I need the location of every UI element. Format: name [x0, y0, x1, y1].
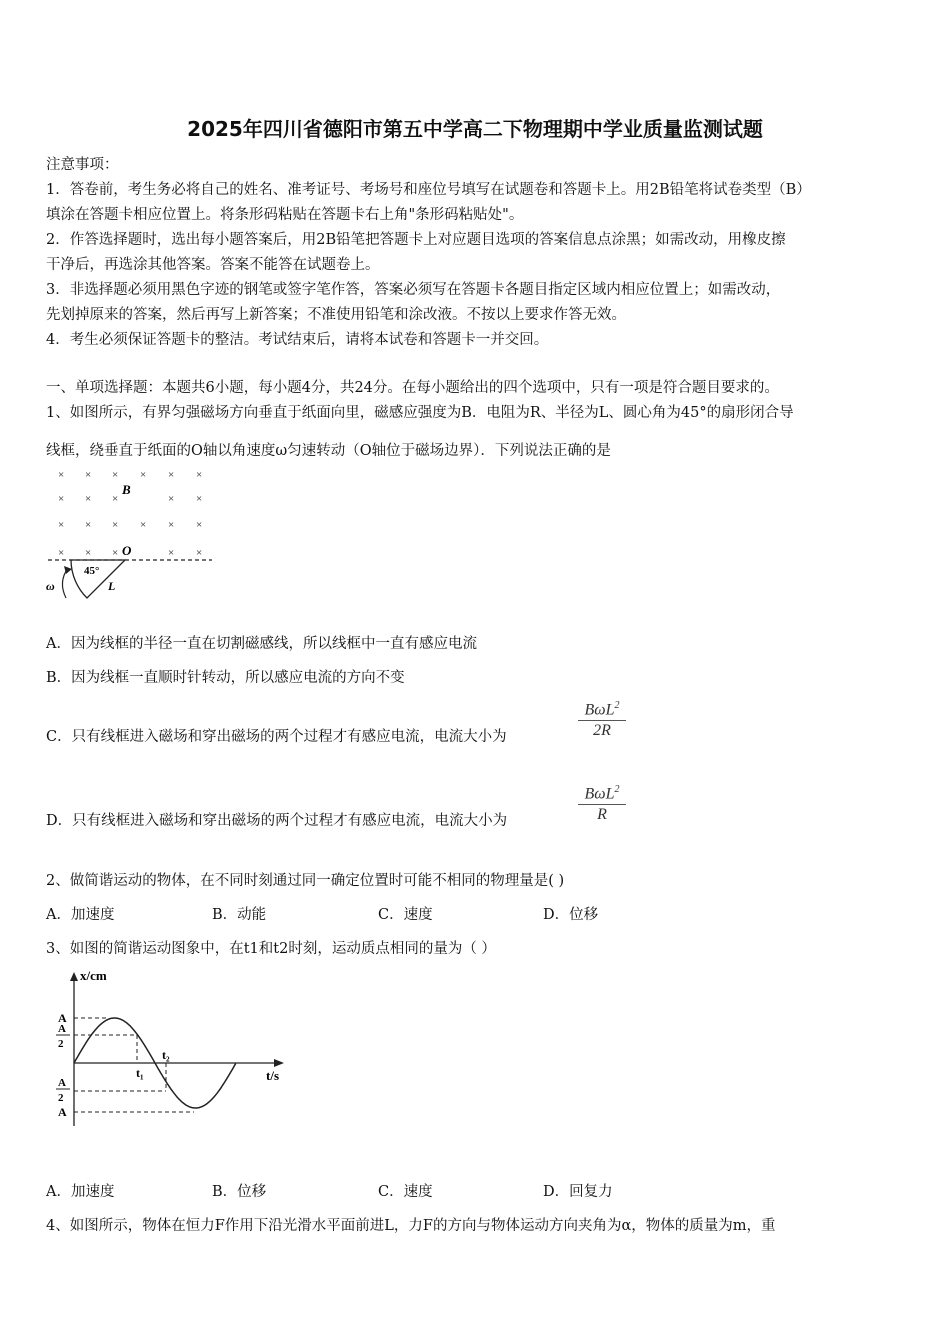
field-cross: ×	[85, 493, 92, 505]
q1-stem-line2: 线框，绕垂直于纸面的O轴以角速度ω匀速转动（O轴位于磁场边界）．下列说法正确的是	[46, 443, 611, 459]
notice-line: 2．作答选择题时，选出每小题答案后，用2B铅笔把答题卡上对应题目选项的答案信息点涂黑；如需改动，用橡皮擦	[46, 232, 786, 248]
field-cross: ×	[168, 519, 175, 531]
field-cross: ×	[140, 469, 147, 481]
notice-line: 干净后，再选涂其他答案。答案不能答在试题卷上。	[46, 257, 380, 273]
q3-option-d[interactable]: D．回复力	[543, 1184, 613, 1200]
t1-label: t₁	[136, 1066, 144, 1080]
formula-d: BωL$^2$ R	[578, 784, 626, 824]
field-cross: ×	[112, 493, 119, 505]
field-cross: ×	[196, 493, 203, 505]
field-cross: ×	[85, 519, 92, 531]
x-axis-label: t/s	[266, 1068, 279, 1083]
field-label-B: B	[122, 482, 131, 497]
angle-label: 45°	[84, 565, 100, 577]
y-axis-label: x/cm	[80, 968, 107, 983]
field-cross: ×	[112, 547, 119, 559]
half-amp-num: A	[58, 1023, 66, 1035]
q3-option-b[interactable]: B．位移	[212, 1184, 267, 1200]
field-cross: ×	[85, 547, 92, 559]
formula-c: BωL$^2$ 2R	[578, 700, 626, 740]
neg-half-amp-den: 2	[58, 1092, 64, 1104]
q3-option-a[interactable]: A．加速度	[46, 1184, 115, 1200]
q2-stem: 2、做简谐运动的物体，在不同时刻通过同一确定位置时可能不相同的物理量是( )	[46, 873, 565, 889]
field-cross: ×	[58, 469, 65, 481]
section-heading: 一、单项选择题：本题共6小题，每小题4分，共24分。在每小题给出的四个选项中，只有一项是符合题目要求的。	[46, 380, 779, 396]
field-cross: ×	[196, 519, 203, 531]
notice-heading: 注意事项：	[46, 157, 119, 173]
q3-figure	[44, 966, 304, 1152]
neg-half-amp-num: A	[58, 1077, 66, 1089]
notice-line: 先划掉原来的答案，然后再写上新答案；不准使用铅笔和涂改液。不按以上要求作答无效。	[46, 307, 626, 323]
field-cross: ×	[58, 493, 65, 505]
field-cross: ×	[196, 469, 203, 481]
field-cross: ×	[140, 519, 147, 531]
q3-option-c[interactable]: C．速度	[378, 1184, 433, 1200]
q1-option-d[interactable]: D．只有线框进入磁场和穿出磁场的两个过程才有感应电流，电流大小为	[46, 813, 508, 829]
field-cross: ×	[196, 547, 203, 559]
q2-option-a[interactable]: A．加速度	[46, 907, 115, 923]
omega-label: ω	[46, 579, 55, 593]
half-amp-den: 2	[58, 1038, 64, 1050]
axis-label-O: O	[122, 543, 132, 558]
q2-option-c[interactable]: C．速度	[378, 907, 433, 923]
q1-option-c[interactable]: C．只有线框进入磁场和穿出磁场的两个过程才有感应电流，电流大小为	[46, 729, 507, 745]
q3-stem: 3、如图的简谐运动图象中，在t1和t2时刻，运动质点相同的量为（ ）	[46, 941, 496, 957]
amp-label: A	[58, 1011, 67, 1025]
field-cross: ×	[112, 469, 119, 481]
radius-label: L	[108, 579, 116, 593]
q2-option-d[interactable]: D．位移	[543, 907, 599, 923]
y-axis-arrow	[70, 972, 78, 981]
q1-figure	[44, 462, 219, 604]
q1-option-a[interactable]: A．因为线框的半径一直在切割磁感线，所以线框中一直有感应电流	[46, 636, 477, 652]
q4-stem: 4、如图所示，物体在恒力F作用下沿光滑水平面前进L，力F的方向与物体运动方向夹角为α，物体的质量为m，重	[46, 1218, 776, 1234]
x-axis-arrow	[274, 1059, 284, 1067]
page-title: 2025年四川省德阳市第五中学高二下物理期中学业质量监测试题	[187, 117, 763, 141]
notice-line: 3．非选择题必须用黑色字迹的钢笔或签字笔作答，答案必须写在答题卡各题目指定区域内相应位置上；如需改动，	[46, 282, 781, 298]
field-cross: ×	[112, 519, 119, 531]
field-cross: ×	[168, 493, 175, 505]
field-cross: ×	[168, 469, 175, 481]
neg-amp-label: A	[58, 1105, 67, 1119]
notice-line: 4．考生必须保证答题卡的整洁。考试结束后，请将本试卷和答题卡一并交回。	[46, 332, 549, 348]
field-cross: ×	[58, 547, 65, 559]
q2-option-b[interactable]: B．动能	[212, 907, 267, 923]
field-cross: ×	[168, 547, 175, 559]
t2-label: t₂	[162, 1048, 170, 1062]
notice-line: 填涂在答题卡相应位置上。将条形码粘贴在答题卡右上角"条形码粘贴处"。	[46, 207, 524, 223]
field-cross: ×	[58, 519, 65, 531]
notice-line: 1．答卷前，考生务必将自己的姓名、准考证号、考场号和座位号填写在试题卷和答题卡上。用2B铅笔将试卷类型（B）	[46, 182, 811, 198]
q1-stem-line1: 1、如图所示，有界匀强磁场方向垂直于纸面向里，磁感应强度为B．电阻为R、半径为L、圆心角为45°的扇形闭合导	[46, 405, 794, 421]
q1-option-b[interactable]: B．因为线框一直顺时针转动，所以感应电流的方向不变	[46, 670, 405, 686]
field-cross: ×	[85, 469, 92, 481]
